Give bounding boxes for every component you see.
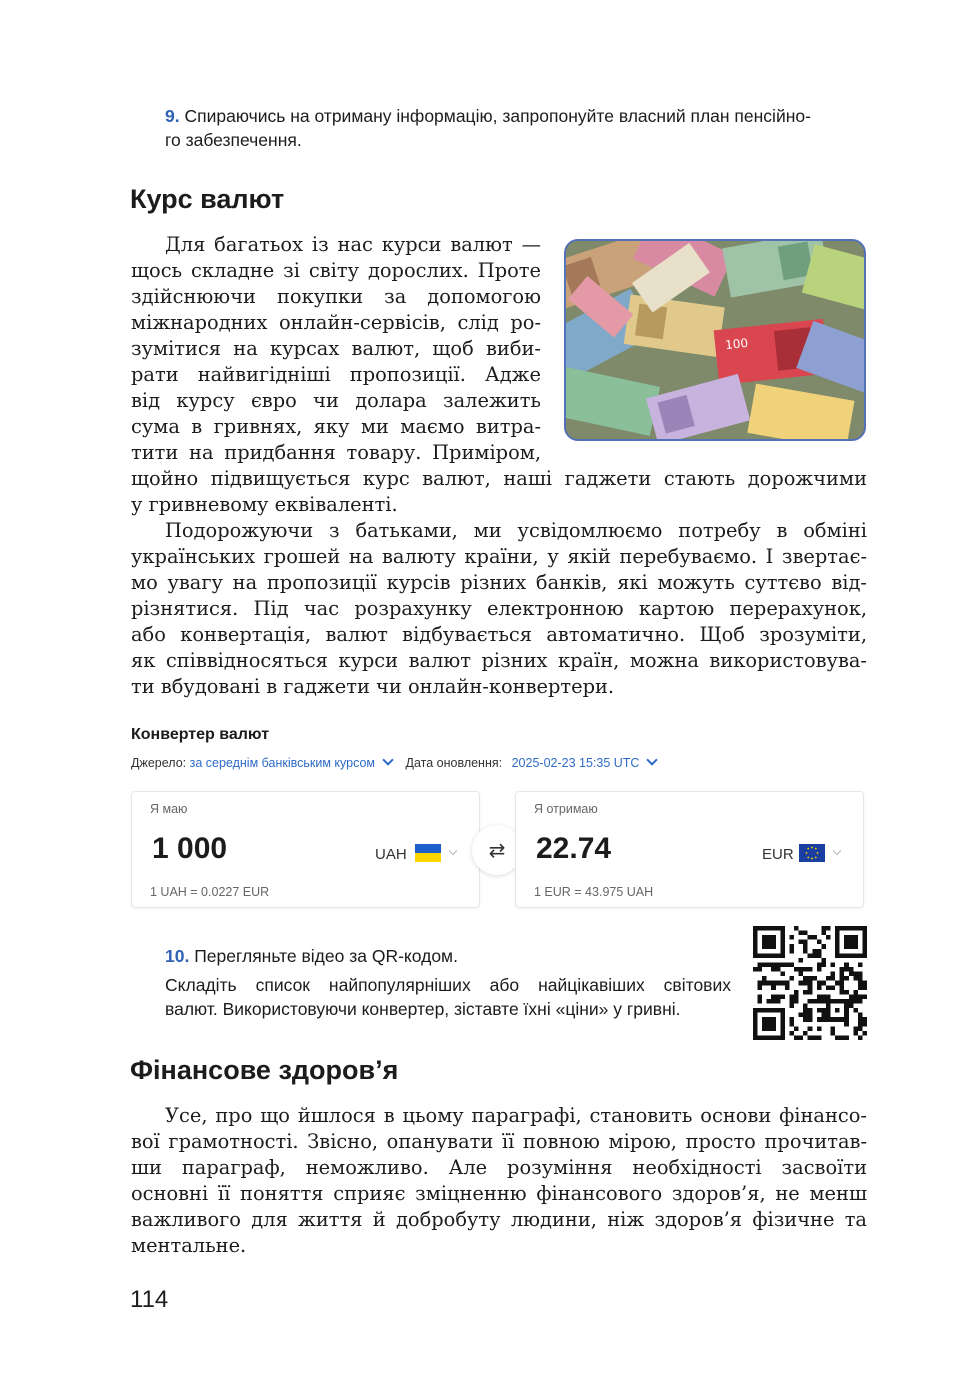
financial-health-paragraph <box>131 1103 867 1259</box>
paragraph-line: сума в гривнях, яку ми маємо витра- <box>131 415 541 438</box>
have-amount-input[interactable]: 1 000 <box>152 832 228 865</box>
chevron-down-icon[interactable] <box>382 754 393 765</box>
paragraph-line: ти вбудовані в гаджети чи онлайн-конвертери. <box>131 675 615 698</box>
paragraph-line: важливого для життя й добробуту людини, ніж здоров’я фізичне та <box>131 1208 867 1231</box>
paragraph-line: ши параграф, неможливо. Але розуміння необхідності засвоїти <box>131 1156 867 1179</box>
task-10 <box>165 944 731 968</box>
page-number: 114 <box>130 1286 169 1313</box>
paragraph-line: або конвертація, валют відбувається автоматично. Щоб зрозуміти, <box>131 623 867 646</box>
source-label: Джерело: <box>131 756 187 770</box>
have-currency-select[interactable]: UAH <box>375 846 407 863</box>
paragraph-line: щось складне зі світу дорослих. Проте <box>131 259 541 282</box>
paragraph-line: ментальне. <box>131 1234 247 1257</box>
have-card <box>131 791 480 908</box>
chevron-down-icon[interactable] <box>449 847 457 855</box>
date-label: Дата оновлення: <box>405 756 503 770</box>
converter-meta <box>131 756 666 770</box>
task-text-line: го забезпечення. <box>165 130 302 150</box>
paragraph-line: рати найвигідніші пропозиції. Адже <box>131 363 541 386</box>
chevron-down-icon[interactable] <box>647 754 658 765</box>
task-number: 9. <box>165 106 180 126</box>
ukraine-flag-icon <box>415 844 441 862</box>
paragraph-line: щойно підвищується курс валют, наші гаджети стають дорожчими <box>131 467 867 490</box>
paragraph-line: Для багатьох із нас курси валют — <box>165 233 541 256</box>
paragraph-line: зумітися на курсах валют, щоб виби- <box>131 337 541 360</box>
task-text-line: валют. Використовуючи конвертер, зіставте їхні «ціни» у гривні. <box>165 999 681 1019</box>
paragraph-line: від курсу євро чи долара залежить <box>131 389 541 412</box>
task-10-body <box>165 973 731 1021</box>
task-text-line: Спираючись на отриману інформацію, запропонуйте власний план пенсійно- <box>184 106 811 126</box>
paragraph-line: українських грошей на валюту країни, у якій перебуваємо. І звертає- <box>131 545 867 568</box>
paragraph-continuation <box>131 466 867 518</box>
get-currency-select[interactable]: EUR <box>762 846 794 863</box>
paragraph-line: у гривневому еквіваленті. <box>131 493 398 516</box>
have-rate: 1 UAH = 0.0227 EUR <box>150 885 270 899</box>
paragraph-line: різнятися. Під час розрахунку електронною картою перерахунок, <box>131 597 867 620</box>
get-label: Я отримаю <box>534 802 598 816</box>
task-9 <box>165 104 811 152</box>
source-dropdown[interactable]: за середнім банківським курсом <box>189 756 376 770</box>
paragraph-line: тити на придбання товару. Приміром, <box>131 441 541 464</box>
date-dropdown[interactable]: 2025-02-23 15:35 UTC <box>511 756 640 770</box>
paragraph-line: Усе, про що йшлося в цьому параграфі, становить основи фінансо- <box>165 1104 867 1127</box>
qr-code-icon[interactable] <box>753 926 867 1040</box>
paragraph-line: міжнародних онлайн-сервісів, слід ро- <box>131 311 541 334</box>
swap-currencies-button[interactable]: ⇄ <box>472 825 522 875</box>
converter-title: Конвертер валют <box>131 726 270 743</box>
paragraph-line: Подорожуючи з батьками, ми усвідомлюємо потребу в обміні <box>165 519 867 542</box>
have-label: Я маю <box>150 802 188 816</box>
get-card <box>515 791 864 908</box>
paragraph-line: здійснюючи покупки за допомогою <box>131 285 541 308</box>
get-amount-output: 22.74 <box>536 832 612 865</box>
chevron-down-icon[interactable] <box>833 847 841 855</box>
section-heading-exchange-rate: Курс валют <box>130 184 285 214</box>
intro-paragraph <box>131 232 541 466</box>
task-first-line: Перегляньте відео за QR-кодом. <box>194 946 458 966</box>
svg-text:100: 100 <box>724 335 749 353</box>
paragraph-line: мо увагу на пропозиції курсів різних банків, які можуть суттєво від- <box>131 571 867 594</box>
eu-flag-icon <box>799 844 825 862</box>
travel-paragraph <box>131 518 867 700</box>
banknotes-photo <box>564 239 866 441</box>
task-text-line: Складіть список найпопулярніших або найцікавіших світових <box>165 975 731 995</box>
banknotes-illustration <box>566 241 864 439</box>
section-heading-financial-health: Фінансове здоров’я <box>130 1055 399 1085</box>
get-rate: 1 EUR = 43.975 UAH <box>534 885 654 899</box>
paragraph-line: як співвідносяться курси валют різних країн, можна використовува- <box>131 649 867 672</box>
paragraph-line: вої грамотності. Звісно, опанувати її повною мірою, просто прочитав- <box>131 1130 867 1153</box>
task-number: 10. <box>165 946 190 966</box>
paragraph-line: основні її поняття сприяє зміцненню фінансового здоров’я, не менш <box>131 1182 867 1205</box>
